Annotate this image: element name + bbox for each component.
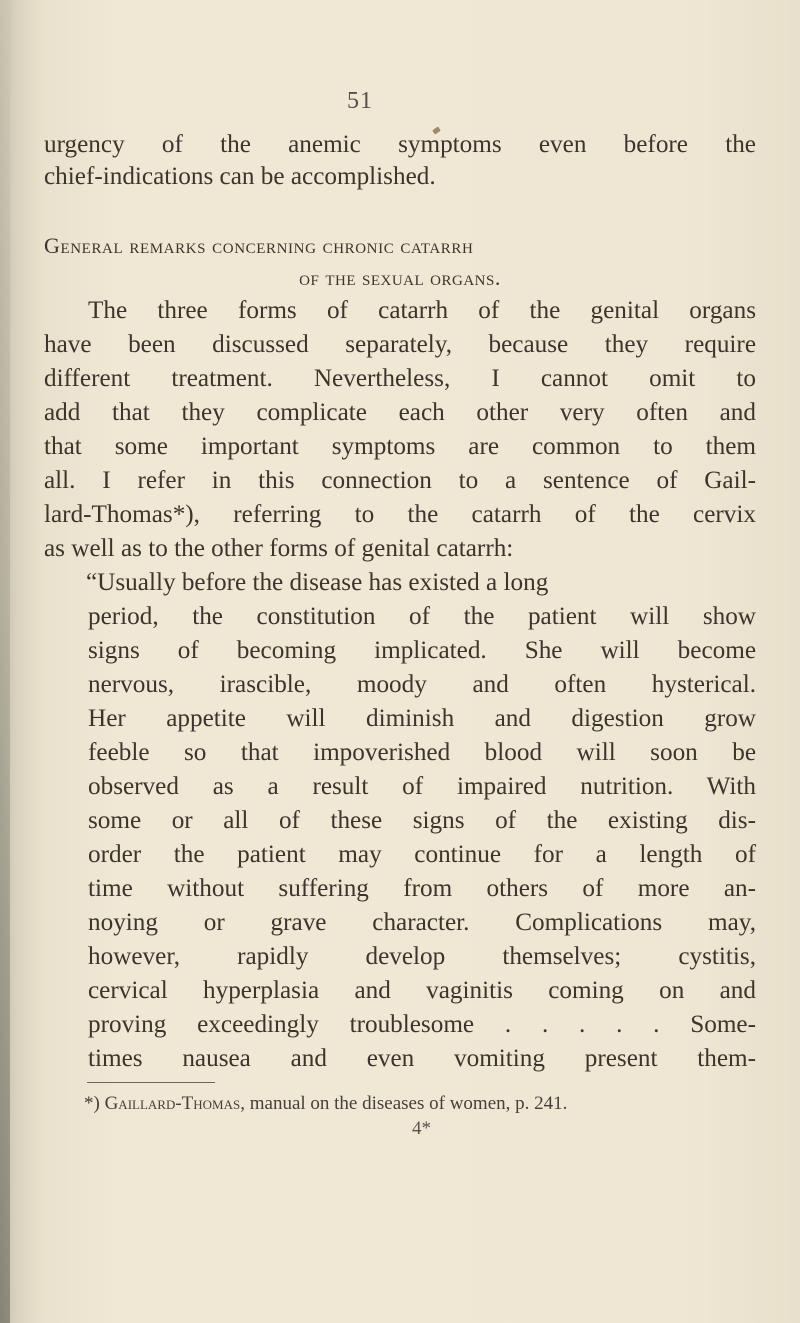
quote-line: period, the constitution of the patient will show	[88, 603, 756, 630]
quote-line: cervical hyperplasia and vaginitis coming on and	[88, 977, 756, 1004]
quote-line: nervous, irascible, moody and often hysterical.	[88, 671, 756, 698]
quote-line: feeble so that impoverished blood will soon be	[88, 739, 756, 766]
paragraph-line: that some important symptoms are common to them	[44, 433, 756, 460]
signature-mark: 4*	[412, 1118, 431, 1139]
quote-line: observed as a result of impaired nutrition. With	[88, 773, 756, 800]
paragraph-line: have been discussed separately, because they require	[44, 331, 756, 358]
paragraph-line: as well as to the other forms of genital catarrh:	[44, 535, 514, 562]
paragraph-line: The three forms of catarrh of the genital organs	[88, 297, 756, 324]
quote-line: times nausea and even vomiting present them-	[88, 1045, 756, 1072]
paragraph-line: all. I refer in this connection to a sentence of Gail-	[44, 467, 756, 494]
paragraph-line: lard-Thomas*), referring to the catarrh of the cervix	[44, 501, 756, 528]
footnote-marker: *)	[84, 1093, 100, 1114]
quote-line: noying or grave character. Complications may,	[88, 909, 756, 936]
section-heading: General remarks concerning chronic catarrh	[44, 233, 474, 258]
page-number: 51	[347, 88, 373, 114]
footnote-author: Gaillard-Thomas	[104, 1093, 241, 1114]
quote-line: proving exceedingly troublesome . . . . . Some-	[88, 1011, 756, 1038]
paragraph-line: add that they complicate each other very often and	[44, 399, 756, 426]
text-line: urgency of the anemic symptoms even before the	[44, 131, 756, 158]
footnote	[84, 1092, 567, 1116]
quote-line: signs of becoming implicated. She will become	[88, 637, 756, 664]
quote-line: time without suffering from others of more an-	[88, 875, 756, 902]
text-line: chief-indications can be accomplished.	[44, 163, 436, 190]
footnote-rule	[87, 1082, 215, 1083]
quote-line: Her appetite will diminish and digestion grow	[88, 705, 756, 732]
section-heading-cont: of the sexual organs.	[299, 265, 501, 290]
footnote-text: , manual on the diseases of women, p. 241.	[240, 1093, 568, 1114]
paragraph-line: different treatment. Nevertheless, I cannot omit to	[44, 365, 756, 392]
quote-line: “Usually before the disease has existed a long	[86, 569, 549, 596]
quote-line: however, rapidly develop themselves; cystitis,	[88, 943, 756, 970]
quote-line: order the patient may continue for a length of	[88, 841, 756, 868]
quote-line: some or all of these signs of the existing dis-	[88, 807, 756, 834]
